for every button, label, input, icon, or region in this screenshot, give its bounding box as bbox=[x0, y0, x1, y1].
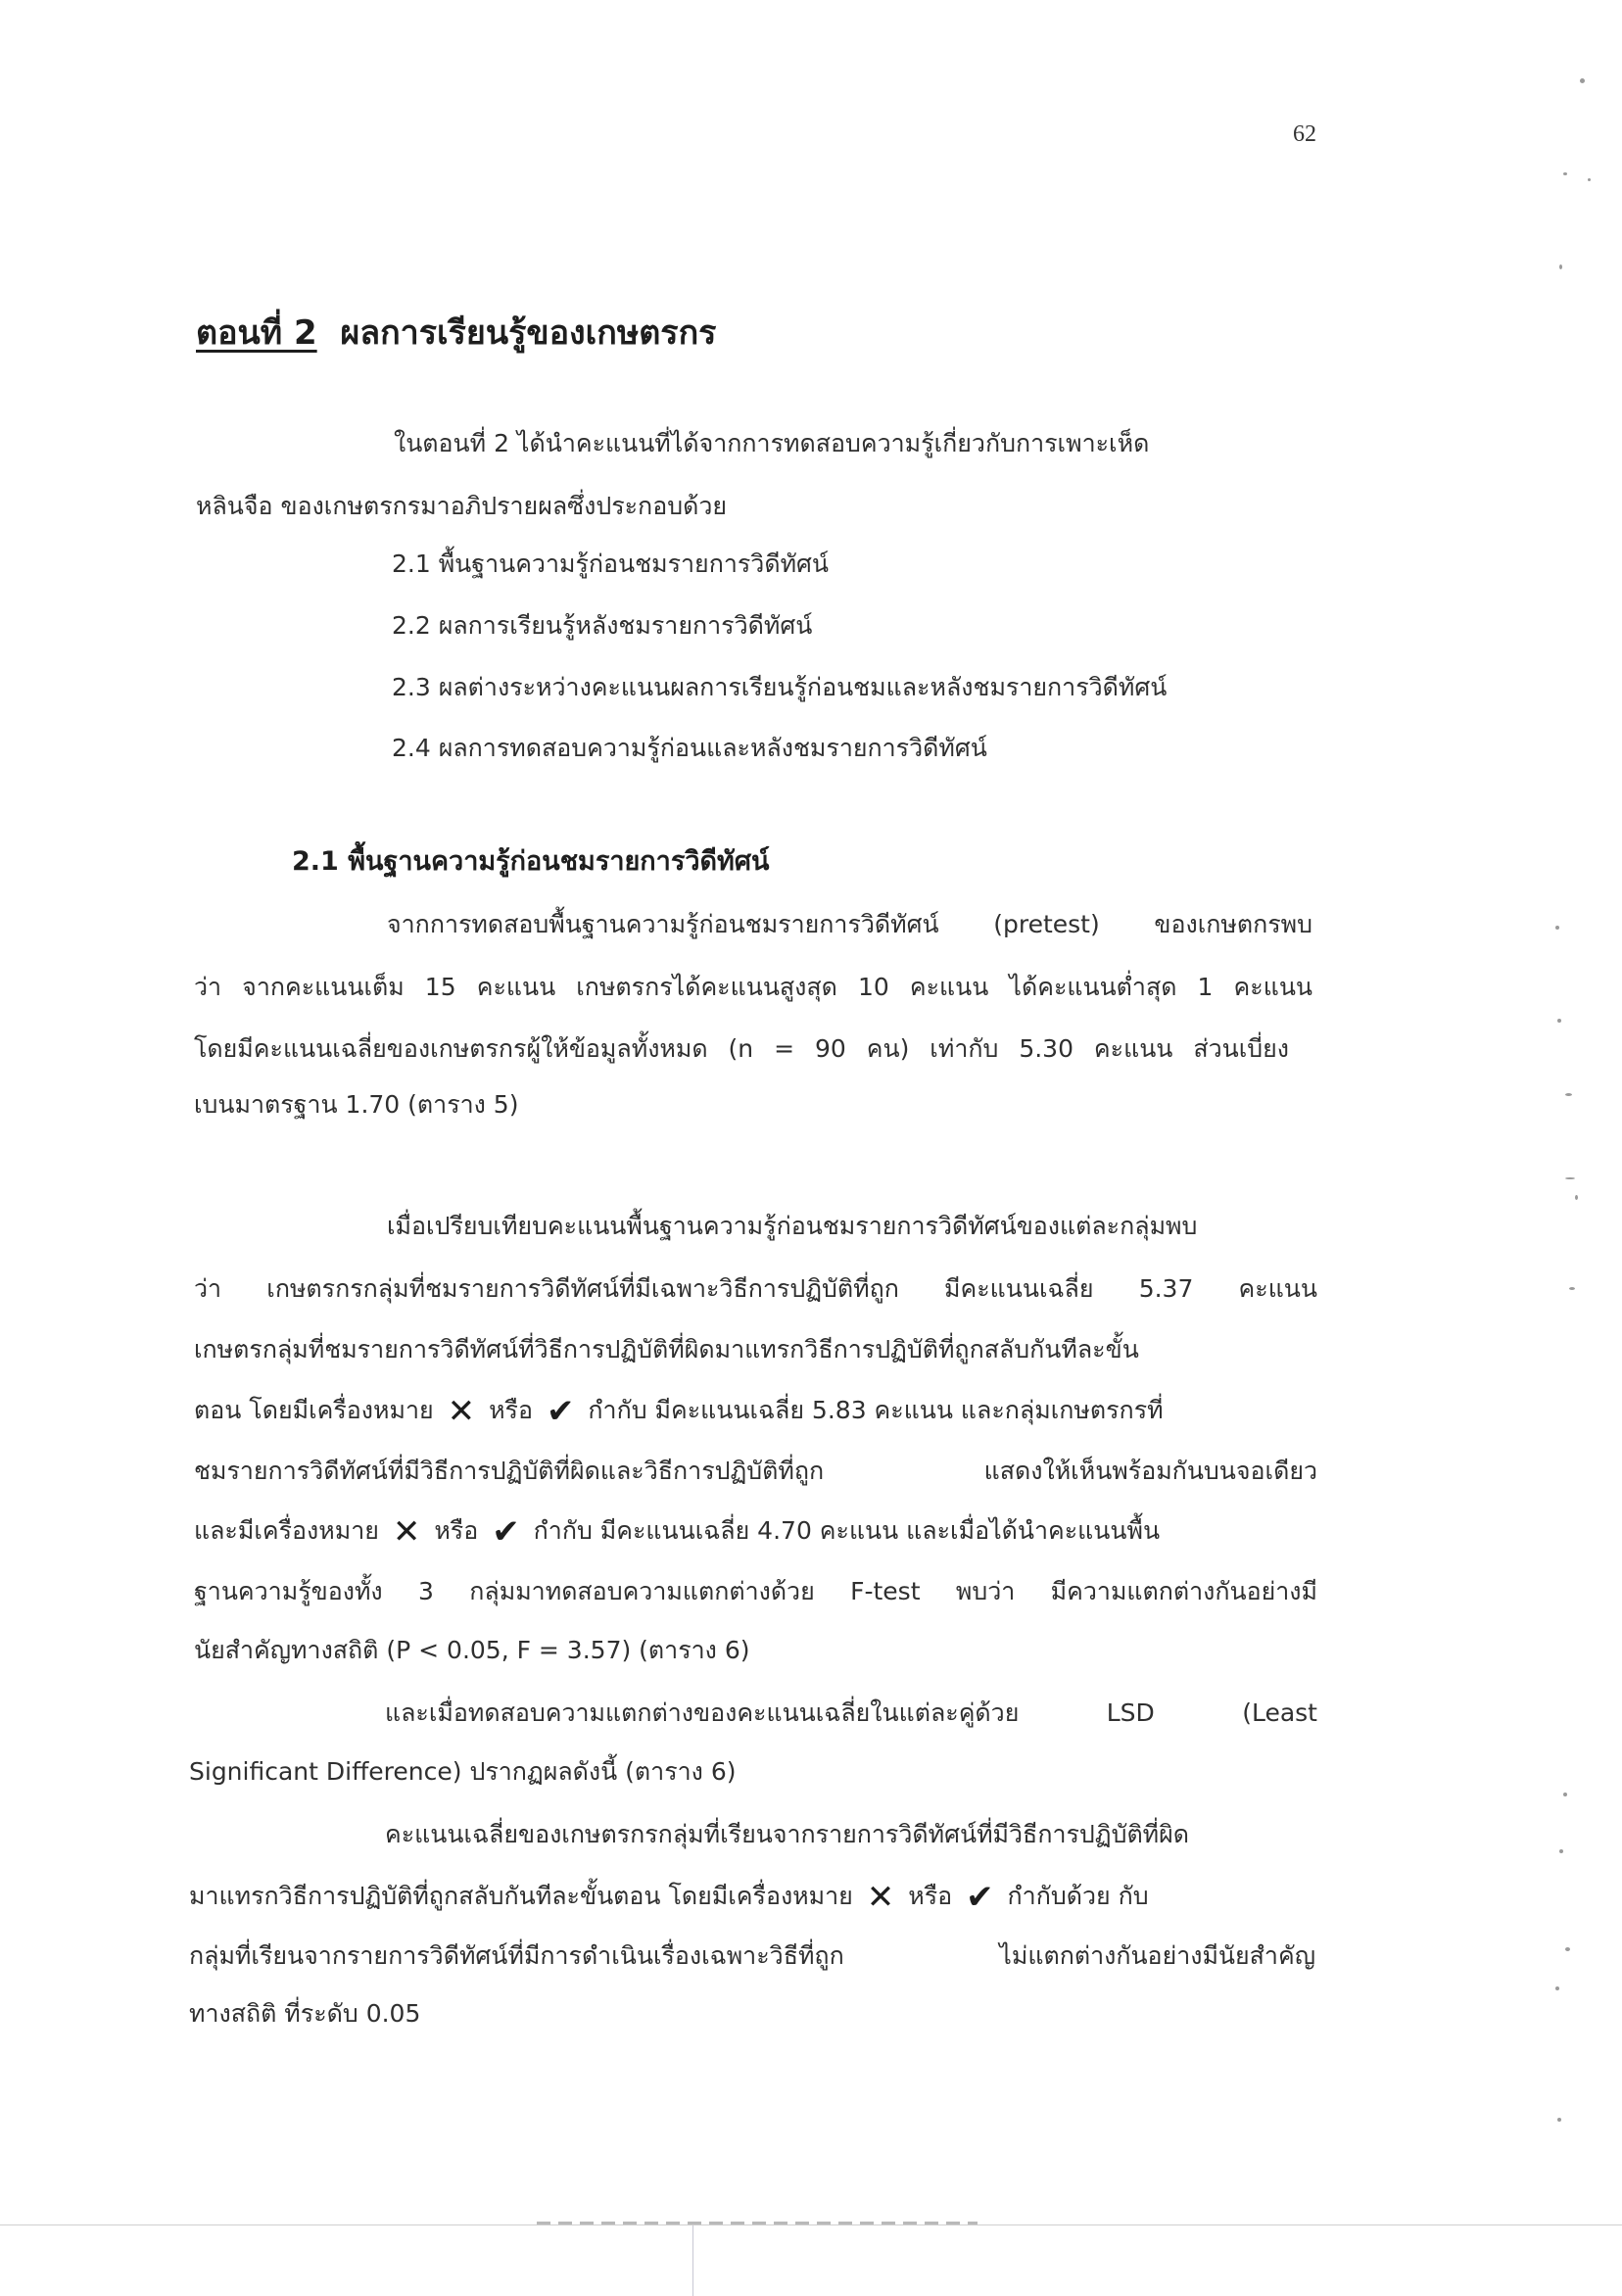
page-number: 62 bbox=[1293, 121, 1316, 147]
p1-line-4: เบนมาตรฐาน 1.70 (ตาราง 5) bbox=[194, 1090, 519, 1119]
p1-line-2: ว่า จากคะแนนเต็ม 15 คะแนน เกษตรกรได้คะแนนสูงสุด 10 คะแนน ได้คะแนนต่ำสุด 1 คะแนน bbox=[194, 973, 1312, 1001]
scan-speck bbox=[1565, 1177, 1575, 1179]
scan-speck bbox=[1563, 172, 1567, 175]
cross-mark-icon: ✕ bbox=[447, 1392, 476, 1431]
p2-line-8: นัยสำคัญทางสถิติ (P < 0.05, F = 3.57) (ตาราง 6) bbox=[194, 1636, 750, 1664]
scan-speck bbox=[1559, 264, 1562, 269]
p4-line-1: คะแนนเฉลี่ยของเกษตรกรกลุ่มที่เรียนจากรายการวิดีทัศน์ที่มีวิธีการปฏิบัติที่ผิด bbox=[385, 1820, 1190, 1848]
p4-line-2-text-c: กำกับด้วย กับ bbox=[1007, 1882, 1149, 1910]
scan-speck bbox=[1565, 1947, 1570, 1951]
toc-item-2-2: 2.2 ผลการเรียนรู้หลังชมรายการวิดีทัศน์ bbox=[392, 611, 813, 640]
scan-speck bbox=[1575, 1195, 1578, 1200]
cross-mark-icon: ✕ bbox=[392, 1512, 421, 1552]
p4-line-2 bbox=[189, 1878, 1149, 1917]
p2-line-4-text-b: หรือ bbox=[489, 1396, 533, 1424]
check-mark-icon: ✔ bbox=[492, 1512, 520, 1552]
p4-line-2-text-b: หรือ bbox=[908, 1882, 953, 1910]
scan-speck bbox=[1557, 1019, 1561, 1023]
p1-line-1: จากการทดสอบพื้นฐานความรู้ก่อนชมรายการวิดีทัศน์ (pretest) ของเกษตกรพบ bbox=[387, 910, 1312, 938]
scan-speck bbox=[1555, 926, 1559, 930]
p2-line-4-text-c: กำกับ มีคะแนนเฉลี่ย 5.83 คะแนน และกลุ่มเกษตรกรที่ bbox=[588, 1396, 1164, 1424]
p2-line-4 bbox=[194, 1392, 1164, 1431]
intro-line-2: หลินจือ ของเกษตรกรมาอภิปรายผลซึ่งประกอบด้วย bbox=[196, 492, 728, 520]
scan-speck bbox=[1565, 1093, 1572, 1096]
section-title bbox=[196, 306, 716, 359]
check-mark-icon: ✔ bbox=[966, 1878, 994, 1917]
p4-line-4: ทางสถิติ ที่ระดับ 0.05 bbox=[189, 1999, 421, 2028]
p2-line-2: ว่า เกษตรกรกลุ่มที่ชมรายการวิดีทัศน์ที่มีเฉพาะวิธีการปฏิบัติที่ถูก มีคะแนนเฉลี่ย 5.37 คะแนน bbox=[194, 1274, 1317, 1303]
scan-speck bbox=[1563, 1793, 1567, 1796]
scan-speck bbox=[1580, 78, 1585, 83]
p3-line-2: Significant Difference) ปรากฏผลดังนี้ (ตาราง 6) bbox=[189, 1757, 737, 1786]
scan-speck bbox=[1569, 1287, 1575, 1290]
toc-item-2-1: 2.1 พื้นฐานความรู้ก่อนชมรายการวิดีทัศน์ bbox=[392, 550, 830, 578]
scan-speck bbox=[1559, 1849, 1563, 1853]
check-mark-icon: ✔ bbox=[546, 1392, 575, 1431]
subsection-heading: 2.1 พื้นฐานความรู้ก่อนชมรายการวิดีทัศน์ bbox=[292, 846, 770, 877]
p2-line-1: เมื่อเปรียบเทียบคะแนนพื้นฐานความรู้ก่อนชมรายการวิดีทัศน์ของแต่ละกลุ่มพบ bbox=[387, 1212, 1198, 1240]
p4-line-2-text-a: มาแทรกวิธีการปฏิบัติที่ถูกสลับกันทีละขั้นตอน โดยมีเครื่องหมาย bbox=[189, 1882, 853, 1910]
section-title-text: ผลการเรียนรู้ของเกษตรกร bbox=[340, 313, 717, 353]
scan-speck bbox=[1588, 178, 1591, 181]
scan-edge-line bbox=[0, 2224, 1622, 2225]
p4-line-3: กลุ่มที่เรียนจากรายการวิดีทัศน์ที่มีการดำเนินเรื่องเฉพาะวิธีที่ถูก ไม่แตกต่างกันอย่างมีนัยสำคัญ bbox=[189, 1941, 1315, 1970]
p2-line-5: ชมรายการวิดีทัศน์ที่มีวิธีการปฏิบัติที่ผิดและวิธีการปฏิบัติที่ถูก แสดงให้เห็นพร้อมกันบนจอเดียว bbox=[194, 1457, 1317, 1485]
p2-line-6-text-c: กำกับ มีคะแนนเฉลี่ย 4.70 คะแนน และเมื่อได้นำคะแนนพื้น bbox=[533, 1516, 1161, 1545]
p2-line-4-text-a: ตอน โดยมีเครื่องหมาย bbox=[194, 1396, 434, 1424]
scan-speck bbox=[1555, 1986, 1559, 1990]
p2-line-6-text-a: และมีเครื่องหมาย bbox=[194, 1516, 379, 1545]
p2-line-3: เกษตรกลุ่มที่ชมรายการวิดีทัศน์ที่วิธีการปฏิบัติที่ผิดมาแทรกวิธีการปฏิบัติที่ถูกสลับกันทีละขั้น bbox=[194, 1335, 1139, 1363]
intro-line-1: ในตอนที่ 2 ได้นำคะแนนที่ได้จากการทดสอบความรู้เกี่ยวกับการเพาะเห็ด bbox=[394, 429, 1150, 457]
p2-line-7: ฐานความรู้ของทั้ง 3 กลุ่มมาทดสอบความแตกต่างด้วย F-test พบว่า มีความแตกต่างกันอย่างมี bbox=[194, 1577, 1317, 1605]
toc-item-2-4: 2.4 ผลการทดสอบความรู้ก่อนและหลังชมรายการวิดีทัศน์ bbox=[392, 734, 987, 762]
scan-edge-line bbox=[692, 2225, 693, 2296]
section-part-label: ตอนที่ 2 bbox=[196, 313, 317, 353]
cross-mark-icon: ✕ bbox=[866, 1878, 895, 1917]
toc-item-2-3: 2.3 ผลต่างระหว่างคะแนนผลการเรียนรู้ก่อนชมและหลังชมรายการวิดีทัศน์ bbox=[392, 673, 1168, 701]
p3-line-1: และเมื่อทดสอบความแตกต่างของคะแนนเฉลี่ยในแต่ละคู่ด้วย LSD (Least bbox=[385, 1698, 1317, 1727]
p2-line-6 bbox=[194, 1512, 1161, 1552]
p1-line-3: โดยมีคะแนนเฉลี่ยของเกษตรกรผู้ให้ข้อมูลทั้งหมด (n = 90 คน) เท่ากับ 5.30 คะแนน ส่วนเบี่ยง bbox=[194, 1034, 1289, 1063]
scan-speck bbox=[1557, 2118, 1561, 2122]
p2-line-6-text-b: หรือ bbox=[434, 1516, 479, 1545]
